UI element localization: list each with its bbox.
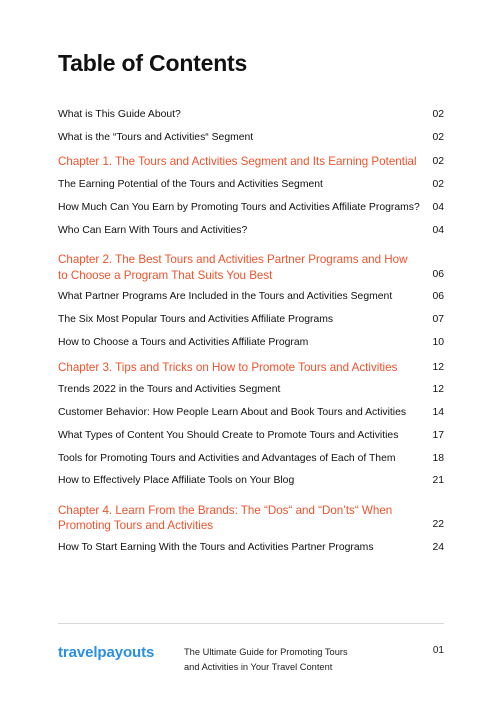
toc-entry-page: 02 xyxy=(432,156,444,168)
footer-guide-title xyxy=(184,645,404,674)
toc-entry-label: Customer Behavior: How People Learn About and Book Tours and Activities xyxy=(58,407,407,419)
toc-entry[interactable] xyxy=(58,286,444,309)
toc-chapter-2[interactable] xyxy=(58,242,444,283)
toc-entry[interactable] xyxy=(58,309,444,332)
toc-chapter-label: Chapter 3. Tips and Tricks on How to Promote Tours and Activities xyxy=(58,360,398,374)
toc-entry-label: How to Effectively Place Affiliate Tools on Your Blog xyxy=(58,475,295,487)
toc-entry-page: 12 xyxy=(432,361,444,373)
toc-entry-page: 02 xyxy=(432,179,444,191)
toc-entry-page: 14 xyxy=(432,407,444,419)
toc-chapter-label: Chapter 4. Learn From the Brands: The “Dos“ and “Don’ts“ When Promoting Tours and Activities xyxy=(58,503,393,533)
toc-entry-label: Tools for Promoting Tours and Activities and Advantages of Each of Them xyxy=(58,452,396,464)
toc-entry-label: Who Can Earn With Tours and Activities? xyxy=(58,224,248,236)
toc-entry-label: The Six Most Popular Tours and Activities Affiliate Programs xyxy=(58,314,334,326)
toc-chapter-1[interactable] xyxy=(58,149,444,174)
brand-logo: travelpayouts xyxy=(58,644,155,661)
toc-entry-page: 07 xyxy=(432,314,444,326)
toc-entry-label: What Partner Programs Are Included in the Tours and Activities Segment xyxy=(58,291,393,303)
toc-entry[interactable] xyxy=(58,104,444,127)
toc-entry-label: Trends 2022 in the Tours and Activities Segment xyxy=(58,384,281,396)
toc-entry-page: 18 xyxy=(432,452,444,464)
toc-chapter-label: Chapter 1. The Tours and Activities Segment and Its Earning Potential xyxy=(58,155,417,169)
toc-entry-page: 06 xyxy=(432,268,444,280)
toc-entry[interactable] xyxy=(58,448,444,471)
toc-entry-label: The Earning Potential of the Tours and Activities Segment xyxy=(58,179,323,191)
toc-entry-page: 21 xyxy=(432,475,444,487)
toc-entry-page: 12 xyxy=(432,384,444,396)
table-of-contents xyxy=(58,104,444,560)
toc-entry[interactable] xyxy=(58,537,444,560)
toc-entry[interactable] xyxy=(58,470,444,493)
toc-entry-page: 10 xyxy=(432,336,444,348)
toc-entry-page: 24 xyxy=(432,541,444,553)
toc-entry[interactable] xyxy=(58,127,444,150)
toc-entry-label: What Types of Content You Should Create to Promote Tours and Activities xyxy=(58,429,399,441)
footer-divider xyxy=(58,623,444,624)
toc-entry[interactable] xyxy=(58,425,444,448)
toc-entry[interactable] xyxy=(58,332,444,355)
toc-entry-label: What is the “Tours and Activities“ Segment xyxy=(58,131,254,143)
toc-chapter-3[interactable] xyxy=(58,355,444,380)
toc-chapter-4[interactable] xyxy=(58,493,444,534)
toc-entry-page: 02 xyxy=(432,131,444,143)
toc-entry-page: 04 xyxy=(432,224,444,236)
toc-entry-label: How to Choose a Tours and Activities Affiliate Program xyxy=(58,336,309,348)
toc-entry-page: 22 xyxy=(432,519,444,531)
toc-entry-label: What is This Guide About? xyxy=(58,108,181,120)
toc-chapter-label: Chapter 2. The Best Tours and Activities Partner Programs and How to Choose a Program That Suits You Best xyxy=(58,253,408,282)
toc-entry-page: 06 xyxy=(432,291,444,303)
toc-entry-label: How Much Can You Earn by Promoting Tours and Activities Affiliate Programs? xyxy=(58,202,420,214)
toc-entry[interactable] xyxy=(58,197,444,220)
toc-entry[interactable] xyxy=(58,380,444,403)
footer-guide-title-line: The Ultimate Guide for Promoting Tours xyxy=(184,647,348,657)
toc-entry[interactable] xyxy=(58,220,444,243)
toc-entry[interactable] xyxy=(58,402,444,425)
toc-entry-page: 02 xyxy=(432,108,444,120)
toc-entry-page: 04 xyxy=(432,202,444,214)
toc-entry-label: How To Start Earning With the Tours and Activities Partner Programs xyxy=(58,541,374,553)
toc-entry-page: 17 xyxy=(432,429,444,441)
footer-guide-title-line: and Activities in Your Travel Content xyxy=(184,661,333,672)
footer-page-number: 01 xyxy=(432,645,444,656)
page-title: Table of Contents xyxy=(58,50,248,76)
toc-entry[interactable] xyxy=(58,174,444,197)
